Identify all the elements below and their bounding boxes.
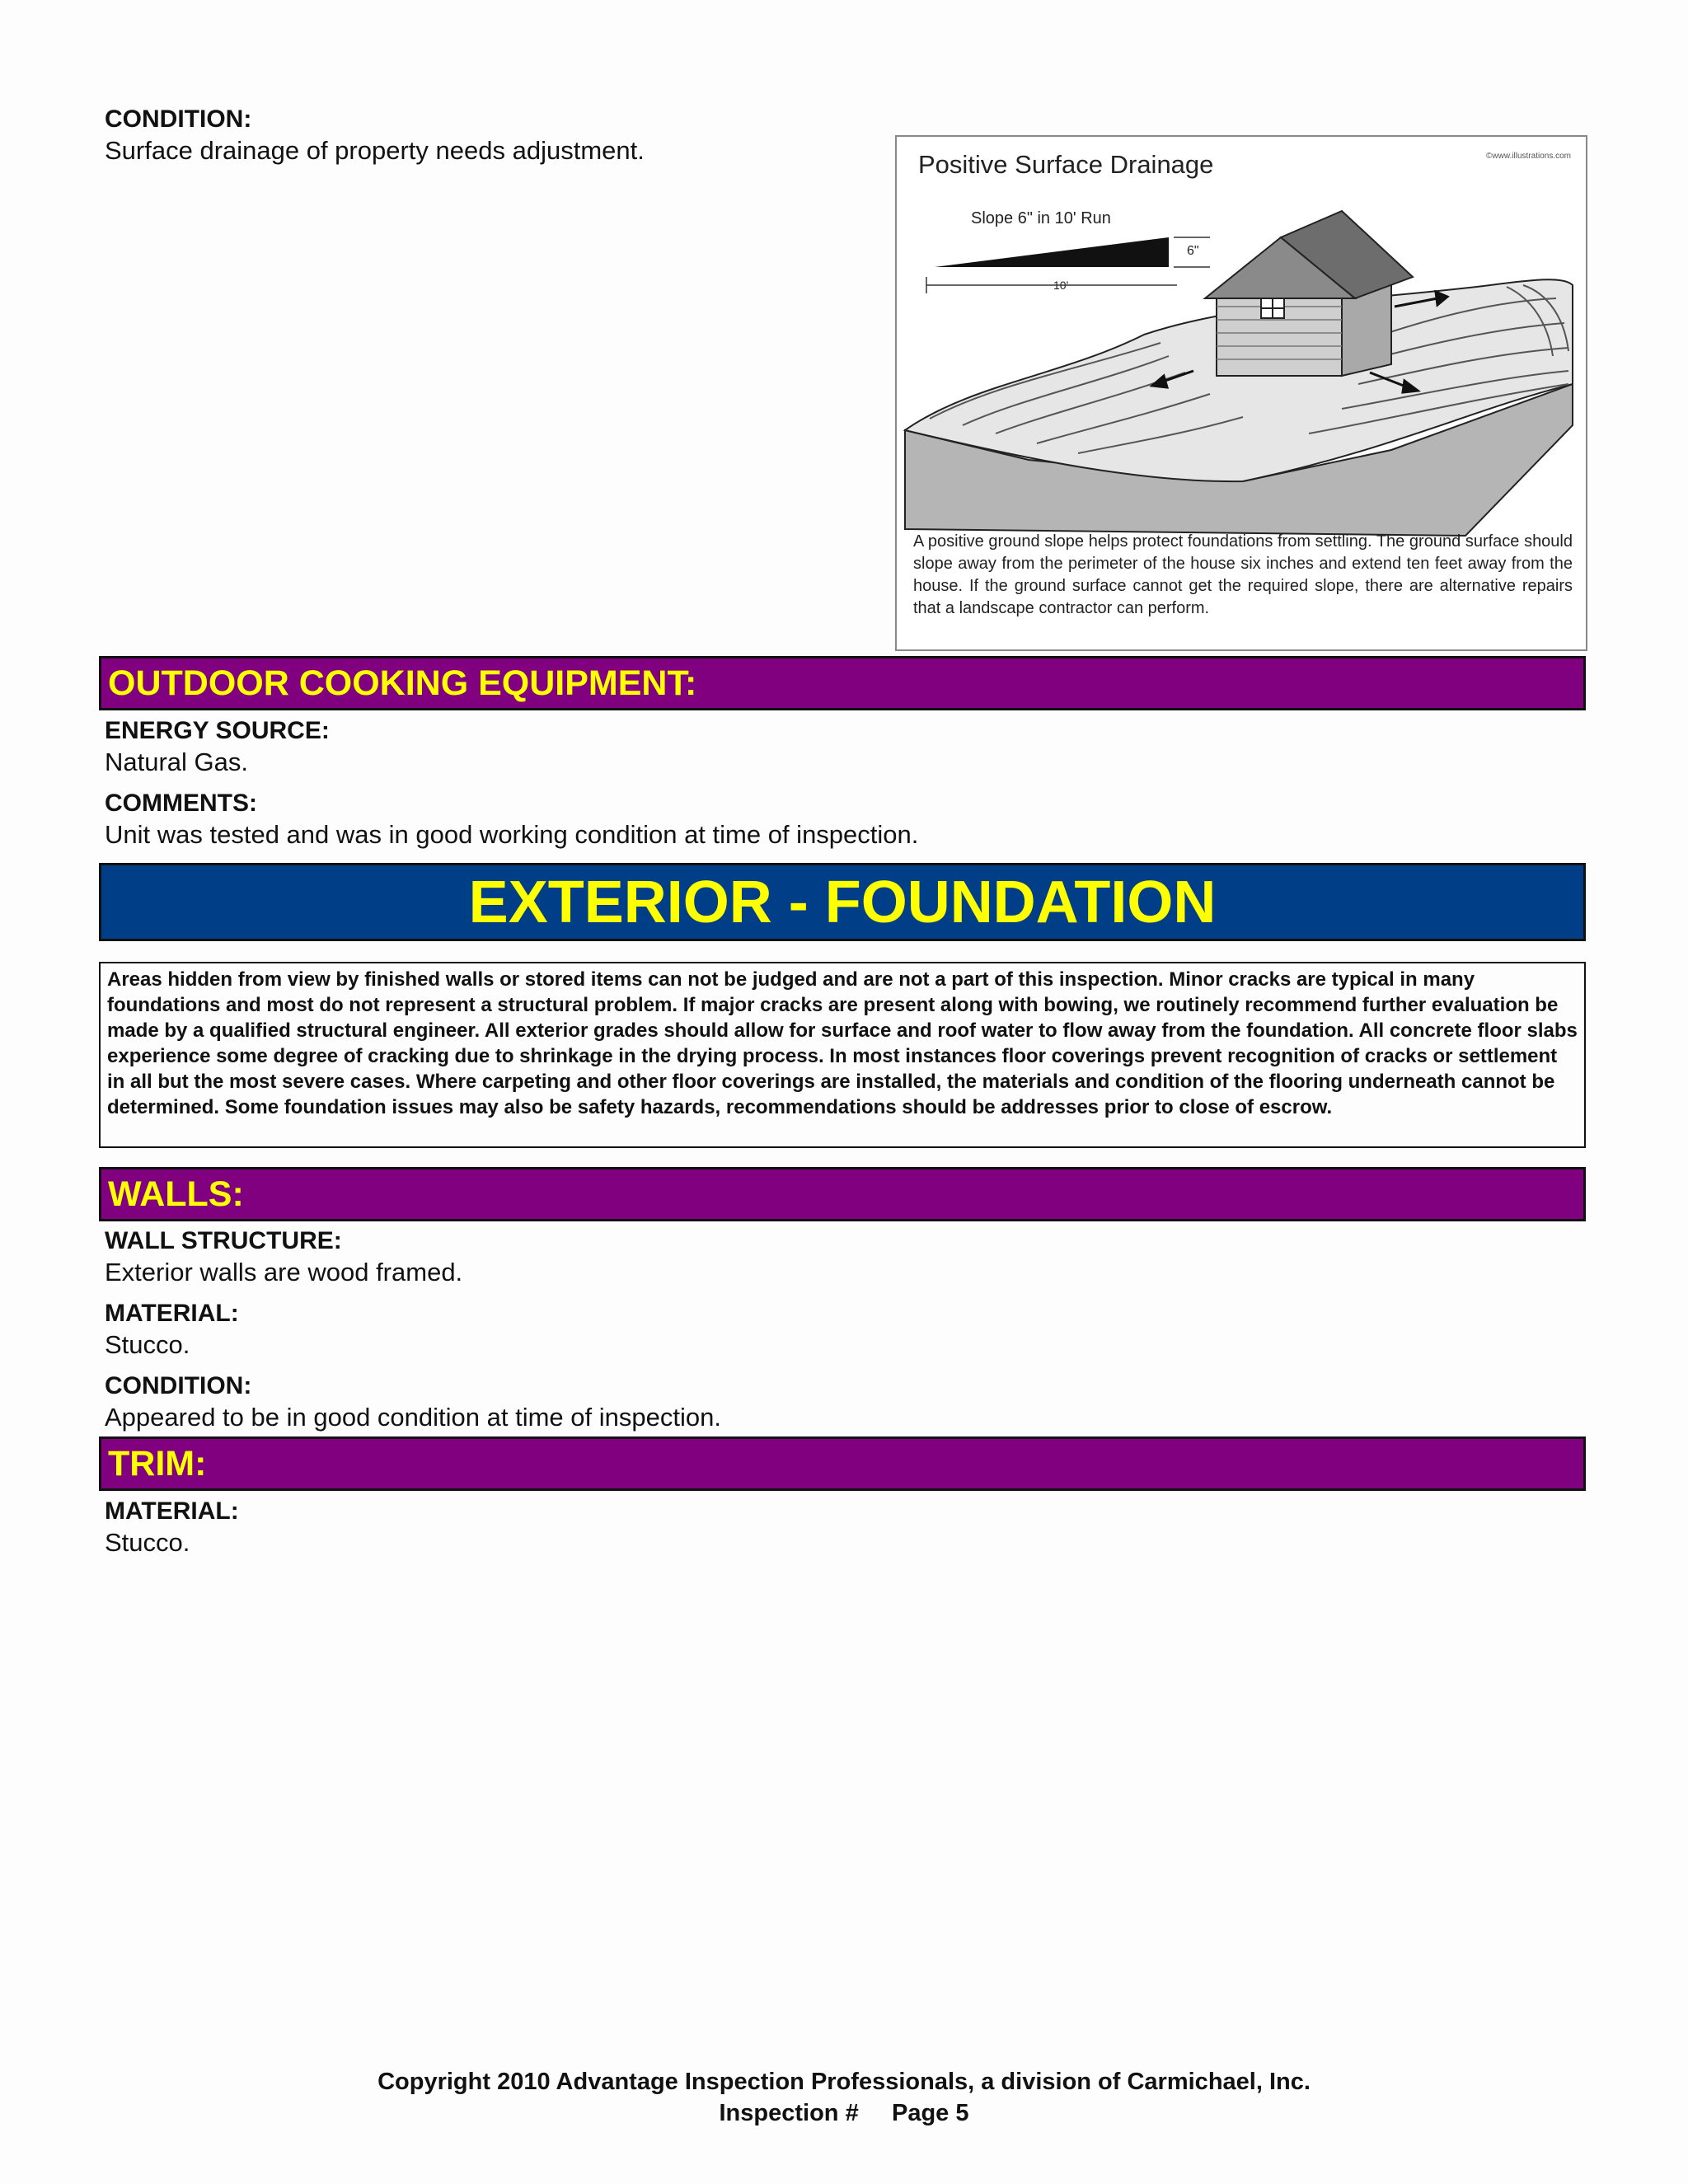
figure-caption: A positive ground slope helps protect foundations from settling. The ground surface should slope away from the perimeter of the house six inches and extend ten feet away from the house. If the ground surface cannot get the required slope, there are alternative repairs that a landscape contractor can perform. [913,532,1573,617]
trim-block [105,1496,239,1558]
figure-slope-label: Slope 6" in 10' Run [971,209,1111,227]
walls-condition-label: CONDITION: [105,1372,252,1399]
walls-condition-value: Appeared to be in good condition at time of inspection. [105,1403,721,1432]
drainage-illustration [895,135,1587,651]
figure-run-label: 10' [1053,279,1069,292]
exterior-foundation-header-text: EXTERIOR - FOUNDATION [468,869,1217,935]
exterior-foundation-header [99,863,1586,941]
outdoor-cooking-block [105,715,918,851]
footer-page-number: Inspection # Page 5 [719,2100,969,2126]
wall-structure-value: Exterior walls are wood framed. [105,1258,463,1286]
figure-rise-label: 6" [1187,244,1199,258]
outdoor-cooking-header [99,656,1586,710]
walls-material-label: MATERIAL: [105,1300,239,1327]
foundation-disclaimer: Areas hidden from view by finished walls or stored items can not be judged and are not a part of this inspection. Minor cracks are typical in many foundations and most do not represent a structural problem. If major cracks are present along with bowing, we routinely recommend further evaluation be made by a qualified structural engineer. All exterior grades should allow for surface and roof water to flow away from the foundation. All concrete floor slabs experience some degree of cracking due to shrinkage in the drying process. In most instances floor coverings prevent recognition of cracks or settlement in all but the most severe cases. Where carpeting and other floor coverings are installed, the materials and condition of the flooring underneath cannot be determined. Some foundation issues may also be safety hazards, recommendations should be addresses prior to close of escrow. [99,962,1586,1148]
drainage-condition-block [105,104,645,166]
energy-source-value: Natural Gas. [105,748,249,776]
energy-source-label: ENERGY SOURCE: [105,717,330,744]
walls-header [99,1167,1586,1221]
figure-credit: ©www.illustrations.com [1486,152,1571,161]
drainage-condition-value: Surface drainage of property needs adjustment. [105,136,645,165]
comments-value: Unit was tested and was in good working condition at time of inspection. [105,820,919,849]
walls-header-text: WALLS: [108,1174,244,1214]
trim-material-value: Stucco. [105,1528,190,1557]
trim-header-text: TRIM: [108,1443,207,1483]
trim-material-label: MATERIAL: [105,1497,239,1525]
walls-material-value: Stucco. [105,1330,190,1359]
outdoor-cooking-header-text: OUTDOOR COOKING EQUIPMENT: [108,663,697,703]
wall-structure-label: WALL STRUCTURE: [105,1227,342,1254]
comments-label: COMMENTS: [105,790,257,817]
trim-header [99,1436,1586,1491]
walls-block [105,1226,721,1433]
figure-title: Positive Surface Drainage [918,150,1214,179]
drainage-condition-label: CONDITION: [105,105,252,133]
footer-copyright: Copyright 2010 Advantage Inspection Professionals, a division of Carmichael, Inc. [377,2069,1311,2095]
